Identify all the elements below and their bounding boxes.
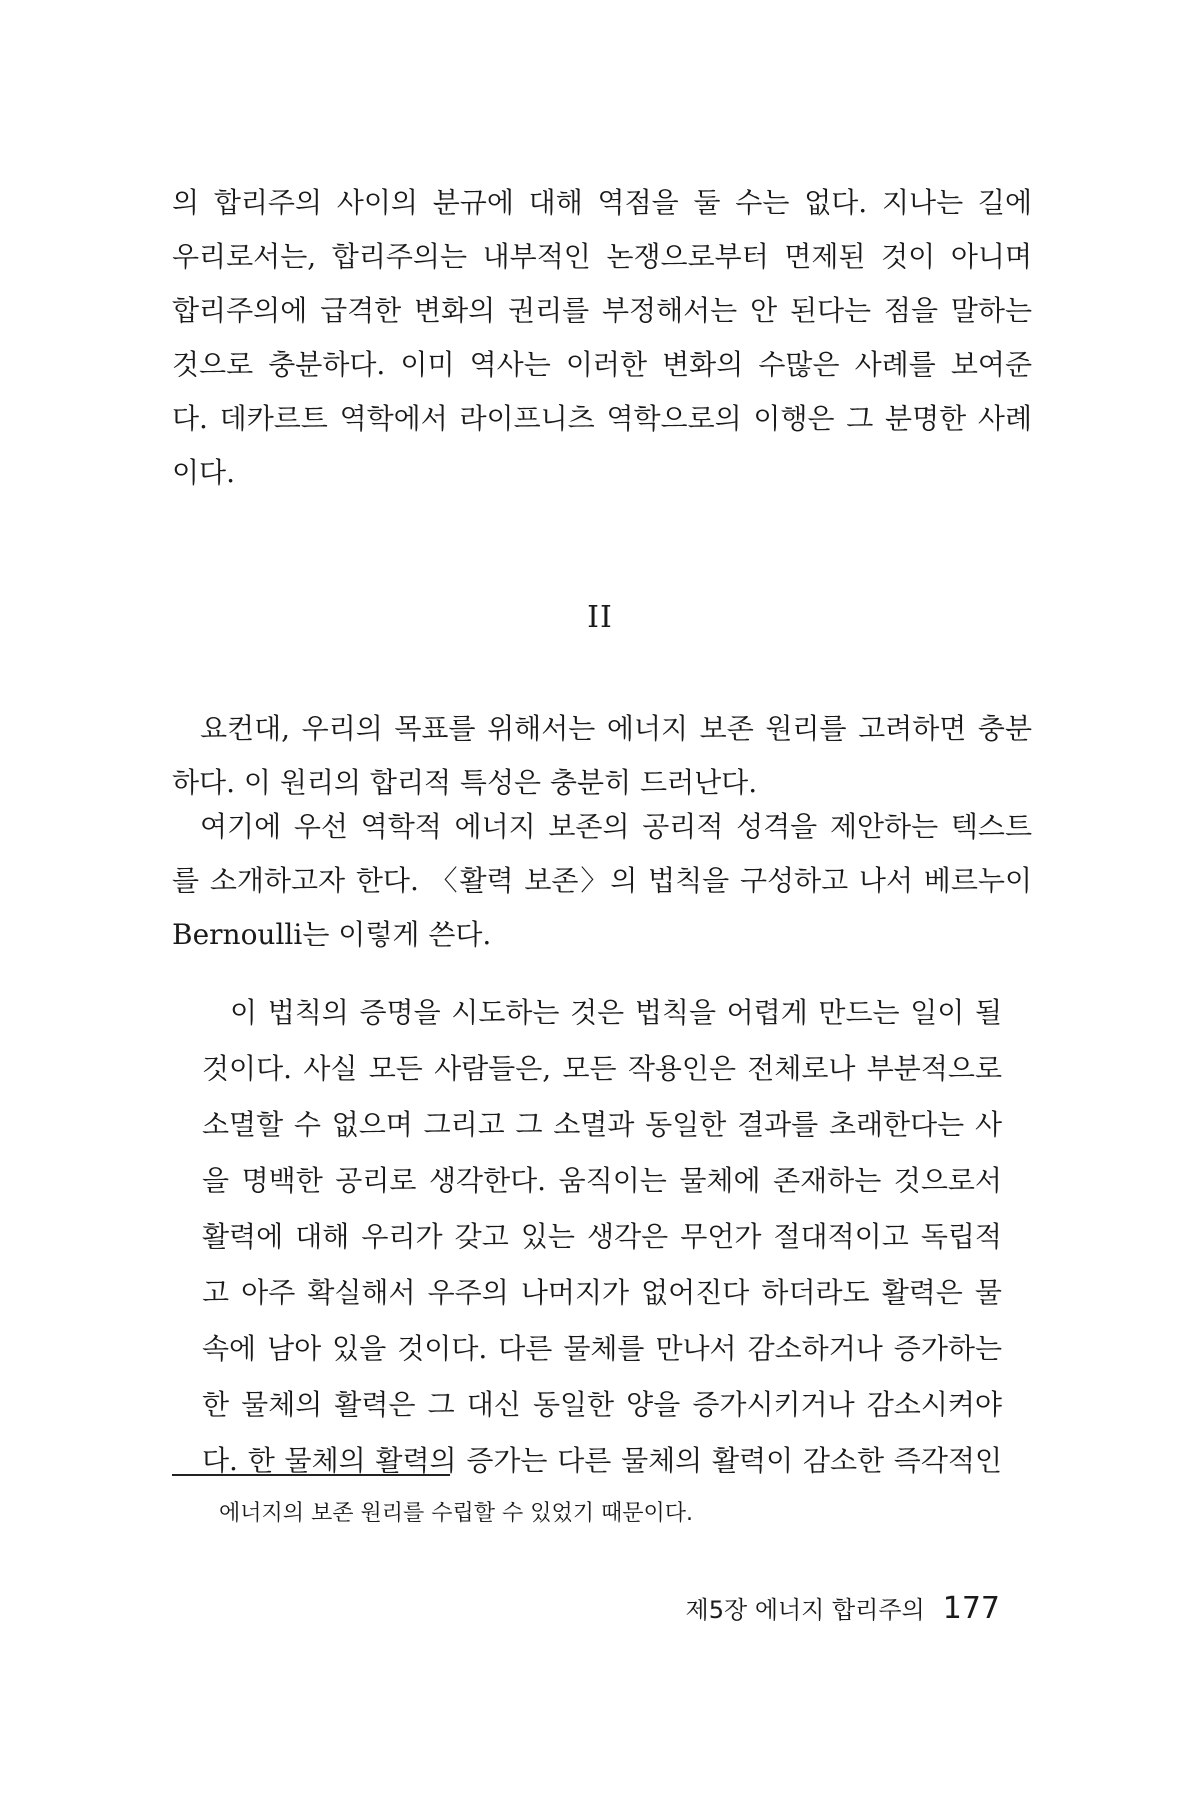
running-footer bbox=[686, 1590, 1000, 1626]
text-line: 여기에 우선 역학적 에너지 보존의 공리적 성격을 제안하는 텍스트 bbox=[200, 810, 1032, 843]
text-line: 요컨대, 우리의 목표를 위해서는 에너지 보존 원리를 고려하면 충분 bbox=[200, 712, 1032, 745]
text-line: 합리주의에 급격한 변화의 권리를 부정해서는 안 된다는 점을 말하는 bbox=[172, 294, 1032, 327]
chapter-title: 제5장 에너지 합리주의 bbox=[685, 1596, 925, 1624]
quote-line: 활력에 대해 우리가 갖고 있는 생각은 무언가 절대적이고 독립적 bbox=[202, 1220, 1002, 1253]
text-line: 다. 데카르트 역학에서 라이프니츠 역학으로의 이행은 그 분명한 사례 bbox=[172, 402, 1032, 435]
footnote-text: 에너지의 보존 원리를 수립할 수 있었기 때문이다. bbox=[219, 1501, 693, 1526]
text-line: Bernoulli는 이렇게 쓴다. bbox=[172, 918, 492, 951]
quote-line: 소멸할 수 없으며 그리고 그 소멸과 동일한 결과를 초래한다는 사 bbox=[202, 1108, 1002, 1141]
text-line: 것으로 충분하다. 이미 역사는 이러한 변화의 수많은 사례를 보여준 bbox=[172, 348, 1032, 381]
quote-line: 이 법칙의 증명을 시도하는 것은 법칙을 어렵게 만드는 일이 될 bbox=[230, 996, 1002, 1029]
quote-line: 다. 한 물체의 활력의 증가는 다른 물체의 활력이 감소한 즉각적인 bbox=[202, 1444, 1002, 1477]
quote-line: 한 물체의 활력은 그 대신 동일한 양을 증가시키거나 감소시켜야 bbox=[202, 1388, 1002, 1421]
quote-line: 속에 남아 있을 것이다. 다른 물체를 만나서 감소하거나 증가하는 bbox=[202, 1332, 1002, 1365]
section-heading: II bbox=[587, 600, 613, 635]
paragraph-top bbox=[172, 176, 1032, 500]
text-line: 의 합리주의 사이의 분규에 대해 역점을 둘 수는 없다. 지나는 길에 bbox=[172, 186, 1032, 219]
quote-line: 을 명백한 공리로 생각한다. 움직이는 물체에 존재하는 것으로서 bbox=[202, 1164, 1002, 1197]
quote-line: 고 아주 확실해서 우주의 나머지가 없어진다 하더라도 활력은 물 bbox=[202, 1276, 1002, 1309]
footnote-divider bbox=[172, 1474, 450, 1476]
page-number: 177 bbox=[942, 1591, 1000, 1626]
paragraph-second bbox=[172, 702, 1032, 810]
paragraph-third bbox=[172, 800, 1032, 962]
block-quotation bbox=[202, 985, 1002, 1489]
text-line: 를 소개하고자 한다. 〈활력 보존〉의 법칙을 구성하고 나서 베르누이 bbox=[172, 864, 1032, 897]
text-line: 우리로서는, 합리주의는 내부적인 논쟁으로부터 면제된 것이 아니며 bbox=[172, 240, 1032, 273]
quote-line: 것이다. 사실 모든 사람들은, 모든 작용인은 전체로나 부분적으로 bbox=[202, 1052, 1002, 1085]
text-line: 이다. bbox=[172, 456, 235, 489]
text-line: 하다. 이 원리의 합리적 특성은 충분히 드러난다. bbox=[172, 766, 758, 799]
